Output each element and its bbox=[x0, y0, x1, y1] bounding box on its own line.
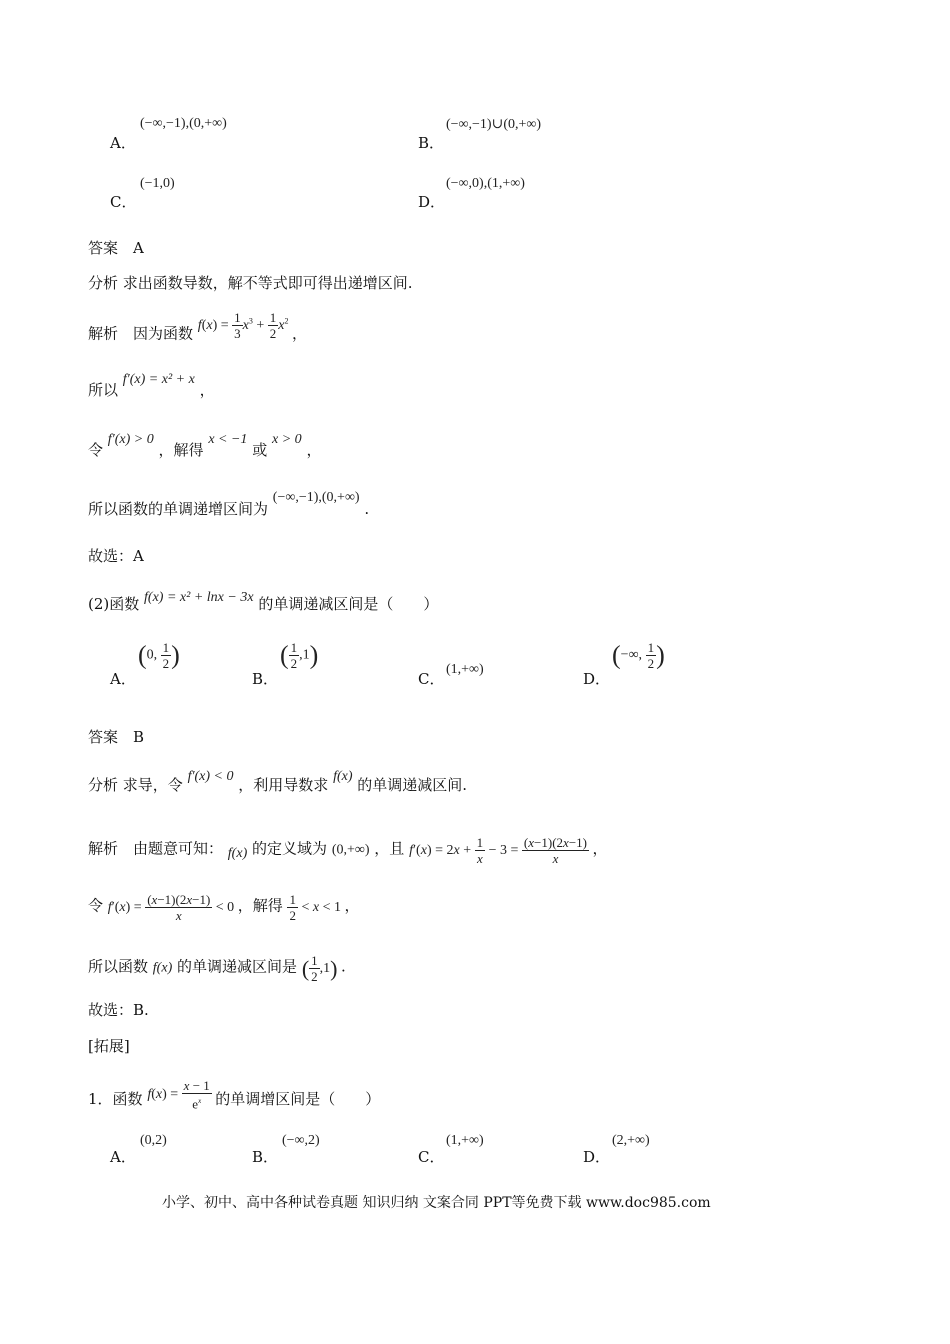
q2-step1-func: f(x) bbox=[227, 845, 248, 861]
q1-solution-1: x < −1 bbox=[208, 432, 248, 447]
q2-analysis-suffix: 的单调递减区间. bbox=[357, 776, 468, 794]
q2-option-c-math: (1,+∞) bbox=[446, 662, 484, 677]
q2-solution-range: $\frac{1}{2}$ < x < 1 bbox=[289, 892, 345, 923]
q2-interval: ( $\frac{1}{2}$ ,1) bbox=[301, 953, 338, 984]
q2-function: f(x) = x² + lnx − 3x bbox=[144, 590, 254, 605]
q1-step2-prefix: 所以 bbox=[88, 381, 119, 399]
option-a-math: (−∞,−1),(0,+∞) bbox=[140, 116, 227, 131]
q1-answer: 答案 A bbox=[88, 239, 144, 257]
q2-stem bbox=[88, 590, 439, 616]
q1-function-formula: f(x) = $\frac{1}{3}$ $x^3$ + $\frac{1}{2}$ $x^2$ bbox=[197, 310, 289, 341]
q2-analysis-func: f(x) bbox=[333, 769, 353, 784]
q2-stem-prefix: (2)函数 bbox=[88, 595, 140, 613]
q1-step3-prefix: 令 bbox=[88, 441, 104, 459]
q1-step1-suffix: ， bbox=[291, 324, 307, 343]
option-d-math: (−∞,0),(1,+∞) bbox=[446, 176, 525, 191]
q1-step4-suffix: . bbox=[364, 500, 370, 518]
q2-step1-mid: 的定义域为 bbox=[252, 839, 328, 858]
q2-analysis bbox=[88, 769, 468, 797]
q2-option-a-label: A． bbox=[110, 670, 136, 688]
ext-option-a-label: A． bbox=[110, 1148, 136, 1166]
q2-step3-mid: 的单调递减区间是 bbox=[177, 957, 298, 976]
q1-analysis: 分析 求出函数导数，解不等式即可得出递增区间. bbox=[88, 274, 413, 292]
q1-interval: (−∞,−1),(0,+∞) bbox=[272, 490, 360, 505]
q1-step3-mid: ，解得 bbox=[158, 441, 204, 459]
q2-option-b-label: B． bbox=[252, 670, 279, 688]
option-a-label: A． bbox=[110, 134, 136, 152]
q2-analysis-ineq: f′(x) < 0 bbox=[187, 769, 234, 784]
q2-answer: 答案 B bbox=[88, 728, 145, 746]
q1-inequality: f′(x) > 0 bbox=[107, 432, 154, 447]
q2-step3-suffix: . bbox=[340, 957, 346, 976]
q1-step4 bbox=[88, 490, 370, 521]
q2-step2-prefix: 令 bbox=[88, 896, 104, 915]
q1-step1-prefix: 解析 因为函数 bbox=[88, 324, 194, 343]
q2-domain: (0,+∞) bbox=[331, 842, 370, 858]
option-b-label: B． bbox=[418, 134, 445, 152]
ext-function: f(x) = $\frac{x - 1}{e^x}$ bbox=[147, 1078, 210, 1112]
q2-step3 bbox=[88, 953, 346, 984]
option-b-math: (−∞,−1)∪(0,+∞) bbox=[446, 117, 542, 132]
q2-step1-mid2: ，且 bbox=[374, 839, 405, 858]
q2-analysis-mid: ，利用导数求 bbox=[238, 776, 329, 794]
q1-step3-or: 或 bbox=[252, 441, 268, 459]
ext-stem bbox=[88, 1078, 381, 1117]
q1-step1 bbox=[88, 310, 307, 351]
q1-step3-suffix: ， bbox=[306, 441, 322, 459]
ext-option-a-math: (0,2) bbox=[140, 1133, 167, 1148]
ext-option-c-label: C． bbox=[418, 1148, 445, 1166]
ext-option-b-math: (−∞,2) bbox=[282, 1133, 320, 1148]
ext-option-c-math: (1,+∞) bbox=[446, 1133, 484, 1148]
q2-analysis-prefix: 分析 求导，令 bbox=[88, 776, 183, 794]
q2-step2-suffix: ， bbox=[344, 896, 360, 915]
q2-derivative: f′(x) = 2x + $\frac{1}{x}$ − 3 = $\frac{(x-1)(2x-1)}{x}$ bbox=[409, 835, 587, 866]
ext-option-d-label: D． bbox=[583, 1148, 611, 1166]
q2-option-d-label: D． bbox=[583, 670, 611, 688]
q2-stem-suffix: 的单调递减区间是（ ） bbox=[258, 595, 439, 613]
q2-conclusion: 故选：B. bbox=[88, 1001, 149, 1019]
q2-step3-prefix: 所以函数 bbox=[88, 957, 149, 976]
q1-solution-2: x > 0 bbox=[272, 432, 302, 447]
q2-step1-suffix: ， bbox=[592, 839, 608, 858]
q1-step2 bbox=[88, 372, 215, 402]
q2-step3-func: f(x) bbox=[152, 960, 173, 976]
q2-derivative-ineq: f′(x) = $\frac{(x-1)(2x-1)}{x}$ < 0 bbox=[107, 892, 238, 923]
q1-derivative: f′(x) = x² + x bbox=[122, 372, 195, 387]
extension-heading: [拓展] bbox=[88, 1037, 130, 1055]
option-c-math: (−1,0) bbox=[140, 176, 175, 191]
q1-step2-suffix: ， bbox=[199, 381, 215, 399]
q2-step1 bbox=[88, 835, 608, 866]
q2-option-a-math: (0, $\frac{1}{2}$ ) bbox=[138, 640, 180, 671]
page-footer: 小学、初中、高中各种试卷真题 知识归纳 文案合同 PPT等免费下载 www.doc985.com bbox=[162, 1195, 711, 1211]
q2-option-d-math: (−∞, $\frac{1}{2}$ ) bbox=[612, 640, 665, 671]
q1-conclusion: 故选：A bbox=[88, 547, 144, 565]
q2-step2-mid: ，解得 bbox=[237, 896, 283, 915]
q2-option-b-math: ( $\frac{1}{2}$ ,1) bbox=[280, 640, 319, 671]
option-c-label: C． bbox=[110, 193, 137, 211]
q2-step2 bbox=[88, 892, 360, 923]
option-d-label: D． bbox=[418, 193, 446, 211]
q1-step4-prefix: 所以函数的单调递增区间为 bbox=[88, 500, 269, 518]
ext-option-b-label: B． bbox=[252, 1148, 279, 1166]
ext-option-d-math: (2,+∞) bbox=[612, 1133, 650, 1148]
q1-step3 bbox=[88, 432, 322, 462]
ext-stem-prefix: 1．函数 bbox=[88, 1089, 143, 1108]
q2-step1-prefix: 解析 由题意可知： bbox=[88, 839, 224, 858]
q2-option-c-label: C． bbox=[418, 670, 445, 688]
ext-stem-suffix: 的单调增区间是（ ） bbox=[215, 1089, 381, 1108]
